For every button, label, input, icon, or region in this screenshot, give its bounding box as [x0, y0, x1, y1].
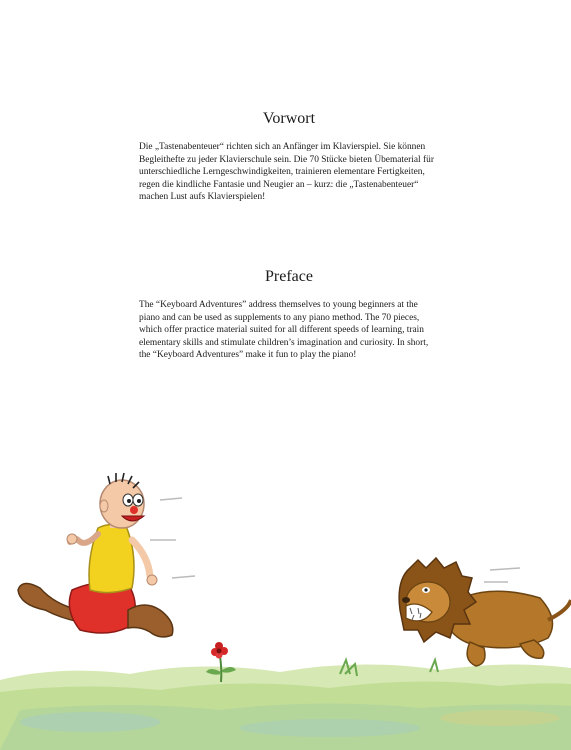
- running-boy: [18, 473, 195, 637]
- preface-heading: Preface: [265, 268, 313, 285]
- preface-section: [139, 268, 439, 362]
- vorwort-heading: Vorwort: [262, 110, 316, 127]
- chase-illustration: [0, 460, 571, 750]
- grass-ground: [0, 660, 571, 750]
- vorwort-paragraph: Die „Tastenabenteuer“ richten sich an Anfänger im Klavierspiel. Sie können Begleithefte zu jeder Klavierschule sein. Die 70 Stücke bieten Übematerial für unterschiedliche Lerngeschwindigkeiten, trainieren elementare Fertigkeiten, regen die kindliche Fantasie und Neugier an – kurz: die „Tastenabenteuer“ machen Lust aufs Klavierspielen!: [139, 142, 434, 203]
- lion: [399, 558, 571, 666]
- preface-paragraph: The “Keyboard Adventures” address themselves to young beginners at the piano and can be used as supplements to any piano method. The 70 pieces, which offer practice material suited for all different speeds of learning, train elementary skills and stimulate children’s imagination and curiosity. In short, the “Keyboard Adventures” make it fun to play the piano!: [139, 300, 429, 361]
- vorwort-section: [139, 110, 439, 204]
